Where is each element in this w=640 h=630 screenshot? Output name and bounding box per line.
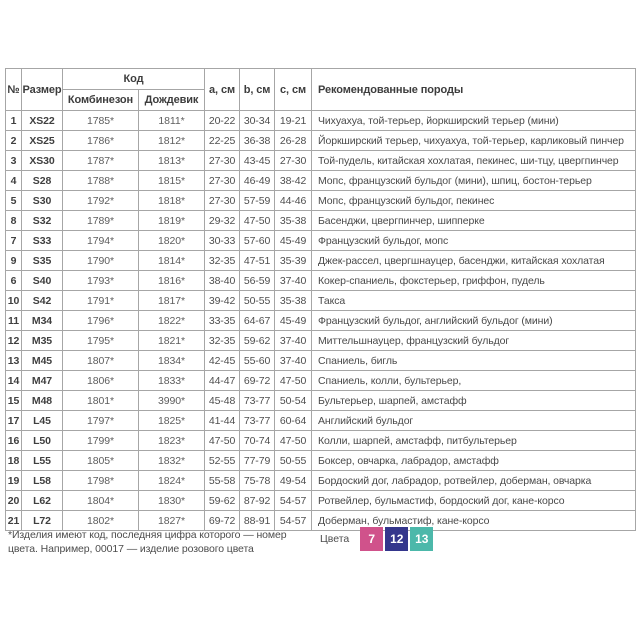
cell-a: 30-33 — [205, 231, 240, 251]
cell-number: 7 — [6, 231, 22, 251]
cell-a: 42-45 — [205, 351, 240, 371]
cell-c: 47-50 — [275, 431, 312, 451]
cell-breeds: Мопс, французский бульдог (мини), шпиц, бостон-терьер — [312, 171, 636, 191]
cell-b: 70-74 — [240, 431, 275, 451]
cell-c: 45-49 — [275, 311, 312, 331]
cell-size: S33 — [22, 231, 63, 251]
table-row — [6, 171, 636, 191]
cell-c: 35-39 — [275, 251, 312, 271]
cell-code-jumpsuit: 1796* — [63, 311, 139, 331]
cell-size: S40 — [22, 271, 63, 291]
cell-number: 8 — [6, 211, 22, 231]
cell-code-raincoat: 1827* — [139, 511, 205, 531]
cell-a: 22-25 — [205, 131, 240, 151]
cell-code-jumpsuit: 1799* — [63, 431, 139, 451]
cell-a: 45-48 — [205, 391, 240, 411]
table-row — [6, 271, 636, 291]
cell-size: XS22 — [22, 111, 63, 131]
table-row — [6, 131, 636, 151]
cell-breeds: Мопс, французский бульдог, пекинес — [312, 191, 636, 211]
cell-code-jumpsuit: 1787* — [63, 151, 139, 171]
cell-code-jumpsuit: 1805* — [63, 451, 139, 471]
cell-a: 33-35 — [205, 311, 240, 331]
cell-code-raincoat: 1815* — [139, 171, 205, 191]
cell-c: 60-64 — [275, 411, 312, 431]
cell-code-raincoat: 1818* — [139, 191, 205, 211]
cell-breeds: Той-пудель, китайская хохлатая, пекинес, ши-тцу, цвергпинчер — [312, 151, 636, 171]
color-swatch — [360, 527, 383, 551]
header-size: Размер — [22, 69, 63, 111]
cell-code-jumpsuit: 1807* — [63, 351, 139, 371]
cell-size: L62 — [22, 491, 63, 511]
cell-breeds: Ротвейлер, бульмастиф, бордоский дог, кане-корсо — [312, 491, 636, 511]
cell-breeds: Йоркширский терьер, чихуахуа, той-терьер, карликовый пинчер — [312, 131, 636, 151]
header-code-group: Код — [63, 69, 205, 90]
cell-breeds: Колли, шарпей, амстафф, питбультерьер — [312, 431, 636, 451]
cell-size: L58 — [22, 471, 63, 491]
cell-number: 11 — [6, 311, 22, 331]
cell-a: 32-35 — [205, 251, 240, 271]
cell-a: 59-62 — [205, 491, 240, 511]
cell-a: 27-30 — [205, 191, 240, 211]
cell-code-jumpsuit: 1785* — [63, 111, 139, 131]
cell-c: 37-40 — [275, 271, 312, 291]
header-code-jumpsuit: Комбинезон — [63, 90, 139, 111]
colors-label: Цвета — [320, 533, 350, 545]
cell-c: 37-40 — [275, 331, 312, 351]
cell-size: M34 — [22, 311, 63, 331]
cell-breeds: Спаниель, бигль — [312, 351, 636, 371]
color-swatch-number: 13 — [415, 532, 429, 546]
header-c: с, см — [275, 69, 312, 111]
cell-number: 14 — [6, 371, 22, 391]
cell-breeds: Французский бульдог, английский бульдог (мини) — [312, 311, 636, 331]
cell-size: L55 — [22, 451, 63, 471]
cell-c: 44-46 — [275, 191, 312, 211]
cell-b: 46-49 — [240, 171, 275, 191]
cell-size: S28 — [22, 171, 63, 191]
size-chart-table — [5, 68, 636, 531]
cell-code-raincoat: 1813* — [139, 151, 205, 171]
cell-a: 69-72 — [205, 511, 240, 531]
cell-code-jumpsuit: 1804* — [63, 491, 139, 511]
table-row — [6, 351, 636, 371]
cell-c: 54-57 — [275, 491, 312, 511]
cell-code-jumpsuit: 1793* — [63, 271, 139, 291]
color-code-footnote — [8, 528, 320, 556]
cell-code-raincoat: 1814* — [139, 251, 205, 271]
cell-code-jumpsuit: 1806* — [63, 371, 139, 391]
cell-code-jumpsuit: 1797* — [63, 411, 139, 431]
cell-code-jumpsuit: 1788* — [63, 171, 139, 191]
table-row — [6, 311, 636, 331]
cell-c: 50-55 — [275, 451, 312, 471]
cell-breeds: Миттельшнауцер, французский бульдог — [312, 331, 636, 351]
cell-code-jumpsuit: 1790* — [63, 251, 139, 271]
table-row — [6, 431, 636, 451]
cell-breeds: Спаниель, колли, бультерьер, — [312, 371, 636, 391]
cell-a: 44-47 — [205, 371, 240, 391]
cell-breeds: Кокер-спаниель, фокстерьер, гриффон, пудель — [312, 271, 636, 291]
cell-b: 55-60 — [240, 351, 275, 371]
color-swatches — [360, 527, 435, 551]
cell-code-jumpsuit: 1795* — [63, 331, 139, 351]
cell-b: 57-60 — [240, 231, 275, 251]
cell-breeds: Английский бульдог — [312, 411, 636, 431]
table-row — [6, 491, 636, 511]
cell-a: 27-30 — [205, 171, 240, 191]
cell-c: 50-54 — [275, 391, 312, 411]
cell-b: 56-59 — [240, 271, 275, 291]
cell-size: M35 — [22, 331, 63, 351]
color-swatch-number: 12 — [390, 532, 404, 546]
cell-size: M48 — [22, 391, 63, 411]
table-row — [6, 331, 636, 351]
cell-breeds: Доберман, бульмастиф, кане-корсо — [312, 511, 636, 531]
cell-b: 30-34 — [240, 111, 275, 131]
table-row — [6, 411, 636, 431]
cell-breeds: Французский бульдог, мопс — [312, 231, 636, 251]
cell-b: 47-51 — [240, 251, 275, 271]
cell-b: 64-67 — [240, 311, 275, 331]
cell-number: 6 — [6, 271, 22, 291]
cell-code-raincoat: 1823* — [139, 431, 205, 451]
table-row — [6, 211, 636, 231]
cell-size: L45 — [22, 411, 63, 431]
cell-c: 54-57 — [275, 511, 312, 531]
cell-c: 35-38 — [275, 291, 312, 311]
cell-code-jumpsuit: 1802* — [63, 511, 139, 531]
table-row — [6, 251, 636, 271]
cell-b: 57-59 — [240, 191, 275, 211]
cell-b: 73-77 — [240, 411, 275, 431]
table-row — [6, 191, 636, 211]
table-row — [6, 111, 636, 131]
cell-number: 2 — [6, 131, 22, 151]
header-code-raincoat: Дождевик — [139, 90, 205, 111]
table-row — [6, 451, 636, 471]
cell-code-raincoat: 1811* — [139, 111, 205, 131]
cell-b: 59-62 — [240, 331, 275, 351]
cell-c: 19-21 — [275, 111, 312, 131]
cell-b: 43-45 — [240, 151, 275, 171]
cell-code-jumpsuit: 1798* — [63, 471, 139, 491]
cell-a: 55-58 — [205, 471, 240, 491]
cell-c: 27-30 — [275, 151, 312, 171]
color-swatch — [410, 527, 433, 551]
cell-a: 29-32 — [205, 211, 240, 231]
cell-code-raincoat: 1822* — [139, 311, 205, 331]
table-row — [6, 371, 636, 391]
cell-code-raincoat: 1834* — [139, 351, 205, 371]
cell-a: 47-50 — [205, 431, 240, 451]
cell-code-jumpsuit: 1801* — [63, 391, 139, 411]
cell-code-raincoat: 1824* — [139, 471, 205, 491]
cell-b: 77-79 — [240, 451, 275, 471]
cell-b: 50-55 — [240, 291, 275, 311]
cell-c: 49-54 — [275, 471, 312, 491]
cell-code-raincoat: 1819* — [139, 211, 205, 231]
color-swatch-number: 7 — [368, 532, 376, 546]
cell-a: 20-22 — [205, 111, 240, 131]
cell-size: L72 — [22, 511, 63, 531]
cell-c: 26-28 — [275, 131, 312, 151]
cell-code-jumpsuit: 1791* — [63, 291, 139, 311]
cell-breeds: Бультерьер, шарпей, амстафф — [312, 391, 636, 411]
footnote-line-2: цвета. Например, 00017 — изделие розового цвета — [8, 543, 254, 556]
cell-code-jumpsuit: 1789* — [63, 211, 139, 231]
cell-code-raincoat: 1832* — [139, 451, 205, 471]
cell-number: 18 — [6, 451, 22, 471]
cell-number: 10 — [6, 291, 22, 311]
cell-b: 87-92 — [240, 491, 275, 511]
cell-number: 17 — [6, 411, 22, 431]
cell-breeds: Джек-рассел, цвергшнауцер, басенджи, китайская хохлатая — [312, 251, 636, 271]
table-body — [6, 111, 636, 531]
cell-b: 73-77 — [240, 391, 275, 411]
cell-number: 9 — [6, 251, 22, 271]
cell-code-raincoat: 1817* — [139, 291, 205, 311]
cell-a: 41-44 — [205, 411, 240, 431]
table-row — [6, 231, 636, 251]
cell-number: 4 — [6, 171, 22, 191]
footnote-line-1: *Изделия имеют код, последняя цифра которого — номер — [8, 529, 287, 541]
cell-c: 38-42 — [275, 171, 312, 191]
cell-b: 47-50 — [240, 211, 275, 231]
cell-code-raincoat: 3990* — [139, 391, 205, 411]
cell-size: M45 — [22, 351, 63, 371]
cell-code-raincoat: 1816* — [139, 271, 205, 291]
table-row — [6, 471, 636, 491]
cell-a: 38-40 — [205, 271, 240, 291]
cell-code-raincoat: 1833* — [139, 371, 205, 391]
cell-number: 5 — [6, 191, 22, 211]
cell-code-raincoat: 1821* — [139, 331, 205, 351]
cell-b: 69-72 — [240, 371, 275, 391]
cell-b: 36-38 — [240, 131, 275, 151]
header-a: а, см — [205, 69, 240, 111]
cell-number: 19 — [6, 471, 22, 491]
cell-breeds: Чихуахуа, той-терьер, йоркширский терьер (мини) — [312, 111, 636, 131]
cell-c: 37-40 — [275, 351, 312, 371]
table-header — [6, 69, 636, 111]
cell-number: 12 — [6, 331, 22, 351]
cell-a: 27-30 — [205, 151, 240, 171]
cell-number: 21 — [6, 511, 22, 531]
cell-number: 13 — [6, 351, 22, 371]
cell-c: 45-49 — [275, 231, 312, 251]
cell-size: L50 — [22, 431, 63, 451]
cell-code-raincoat: 1825* — [139, 411, 205, 431]
cell-size: M47 — [22, 371, 63, 391]
cell-breeds: Бордоский дог, лабрадор, ротвейлер, доберман, овчарка — [312, 471, 636, 491]
cell-code-raincoat: 1820* — [139, 231, 205, 251]
header-num: № — [6, 69, 22, 111]
table-row — [6, 291, 636, 311]
cell-number: 20 — [6, 491, 22, 511]
cell-breeds: Басенджи, цвергпинчер, шипперке — [312, 211, 636, 231]
cell-number: 1 — [6, 111, 22, 131]
cell-number: 15 — [6, 391, 22, 411]
cell-c: 47-50 — [275, 371, 312, 391]
cell-code-jumpsuit: 1786* — [63, 131, 139, 151]
cell-number: 16 — [6, 431, 22, 451]
header-breeds: Рекомендованные породы — [312, 69, 636, 111]
cell-code-jumpsuit: 1794* — [63, 231, 139, 251]
header-b: b, см — [240, 69, 275, 111]
cell-breeds: Такса — [312, 291, 636, 311]
cell-a: 39-42 — [205, 291, 240, 311]
cell-b: 88-91 — [240, 511, 275, 531]
cell-a: 32-35 — [205, 331, 240, 351]
cell-a: 52-55 — [205, 451, 240, 471]
colors-legend — [320, 527, 435, 551]
cell-code-jumpsuit: 1792* — [63, 191, 139, 211]
cell-size: XS25 — [22, 131, 63, 151]
cell-number: 3 — [6, 151, 22, 171]
cell-code-raincoat: 1830* — [139, 491, 205, 511]
cell-breeds: Боксер, овчарка, лабрадор, амстафф — [312, 451, 636, 471]
cell-size: S35 — [22, 251, 63, 271]
cell-code-raincoat: 1812* — [139, 131, 205, 151]
cell-size: S42 — [22, 291, 63, 311]
cell-b: 75-78 — [240, 471, 275, 491]
color-swatch — [385, 527, 408, 551]
cell-size: XS30 — [22, 151, 63, 171]
cell-c: 35-38 — [275, 211, 312, 231]
table-row — [6, 151, 636, 171]
cell-size: S30 — [22, 191, 63, 211]
table-row — [6, 391, 636, 411]
cell-size: S32 — [22, 211, 63, 231]
